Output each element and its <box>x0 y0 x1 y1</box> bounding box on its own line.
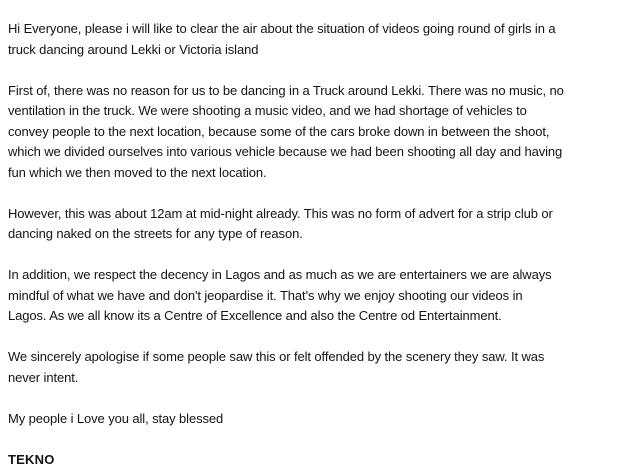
signature: TEKNO <box>8 450 628 470</box>
paragraph-respect-lagos: In addition, we respect the decency in Lagos and as much as we are entertainers we are always mindful of what we have and don't jeopardise it. That's why we enjoy shooting our videos in Lagos. As we all know its a Centre of Excellence and also the Centre od Entertainment. <box>8 265 628 327</box>
paragraph-explanation: First of, there was no reason for us to be dancing in a Truck around Lekki. There was no music, no ventilation in the truck. We were shooting a music video, and we had shortage of vehicles to convey people to the next location, because some of the cars broke down in between the shoot, which we divided ourselves into various vehicle because we had been shooting all day and having fun which we then moved to the next location. <box>8 81 628 184</box>
paragraph-closing: My people i Love you all, stay blessed <box>8 409 628 430</box>
paragraph-apology: We sincerely apologise if some people saw this or felt offended by the scenery they saw. It was never intent. <box>8 347 628 388</box>
paragraph-time-clarification: However, this was about 12am at mid-night already. This was no form of advert for a strip club or dancing naked on the streets for any type of reason. <box>8 204 628 245</box>
paragraph-greeting: Hi Everyone, please i will like to clear the air about the situation of videos going round of girls in a truck dancing around Lekki or Victoria island <box>8 19 628 60</box>
statement-document <box>8 19 628 470</box>
